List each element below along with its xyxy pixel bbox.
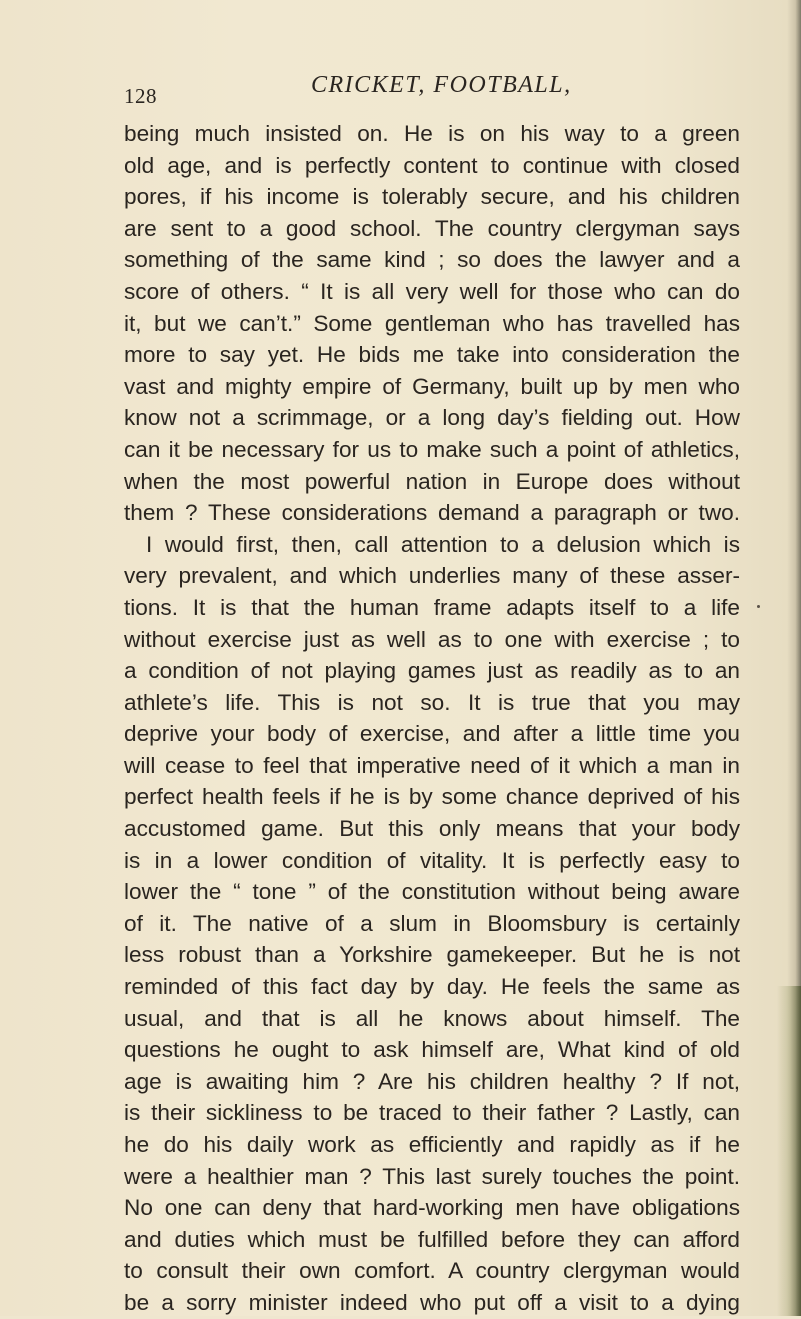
text-line: to consult their own comfort. A country clergyman would [124,1258,740,1284]
text-line: perfect health feels if he is by some chance deprived of his [124,784,740,810]
text-line: I would first, then, call attention to a delusion which is [146,531,740,557]
text-line: a condition of not playing games just as readily as to an [124,658,740,684]
text-line: very prevalent, and which underlies many of these asser- [124,563,740,589]
text-line: lower the “ tone ” of the constitution without being aware [124,879,740,905]
text-line: will cease to feel that imperative need of it which a man in [124,752,740,778]
paper-speck [757,605,760,608]
text-line: can it be necessary for us to make such a point of athletics, [124,436,740,462]
running-head: CRICKET, FOOTBALL, [311,72,572,98]
text-line: less robust than a Yorkshire gamekeeper. But he is not [124,942,740,968]
text-line: pores, if his income is tolerably secure, and his children [124,184,740,210]
text-line: accustomed game. But this only means that your body [124,816,740,842]
page-number: 128 [124,84,157,108]
text-line: is in a lower condition of vitality. It is perfectly easy to [124,847,740,873]
page-edge-shadow-bottom [777,986,801,1316]
text-line: know not a scrimmage, or a long day’s fielding out. How [124,405,740,431]
text-line: were a healthier man ? This last surely touches the point. [124,1163,740,1189]
text-line: tions. It is that the human frame adapts itself to a life [124,594,740,620]
text-line: and duties which must be fulfilled before they can afford [124,1226,740,1252]
text-line: them ? These considerations demand a paragraph or two. [124,500,740,526]
body-text [124,118,740,1319]
text-line: he do his daily work as efficiently and rapidly as if he [124,1132,740,1157]
text-line: more to say yet. He bids me take into consideration the [124,342,740,368]
text-line: it, but we can’t.” Some gentleman who has travelled has [124,310,740,336]
text-line: are sent to a good school. The country clergyman says [124,215,740,241]
text-line: vast and mighty empire of Germany, built up by men who [124,373,740,399]
text-line: be a sorry minister indeed who put off a visit to a dying [124,1289,740,1315]
text-line: deprive your body of exercise, and after a little time you [124,721,740,747]
text-line: something of the same kind ; so does the lawyer and a [124,247,740,273]
text-line: when the most powerful nation in Europe does without [124,468,740,494]
text-line: without exercise just as well as to one with exercise ; to [124,626,740,652]
text-line: reminded of this fact day by day. He feels the same as [124,974,740,1000]
text-line: is their sickliness to be traced to their father ? Lastly, can [124,1100,740,1126]
text-line: questions he ought to ask himself are, What kind of old [124,1037,740,1063]
text-line: being much insisted on. He is on his way to a green [124,121,740,146]
text-line: age is awaiting him ? Are his children healthy ? If not, [124,1068,740,1094]
text-line: of it. The native of a slum in Bloomsbury is certainly [124,910,740,936]
text-line: old age, and is perfectly content to continue with closed [124,152,740,178]
text-line: athlete’s life. This is not so. It is true that you may [124,689,740,715]
text-line: No one can deny that hard-working men have obligations [124,1195,740,1221]
text-line: score of others. “ It is all very well for those who can do [124,278,740,304]
text-line: usual, and that is all he knows about himself. The [124,1005,740,1031]
